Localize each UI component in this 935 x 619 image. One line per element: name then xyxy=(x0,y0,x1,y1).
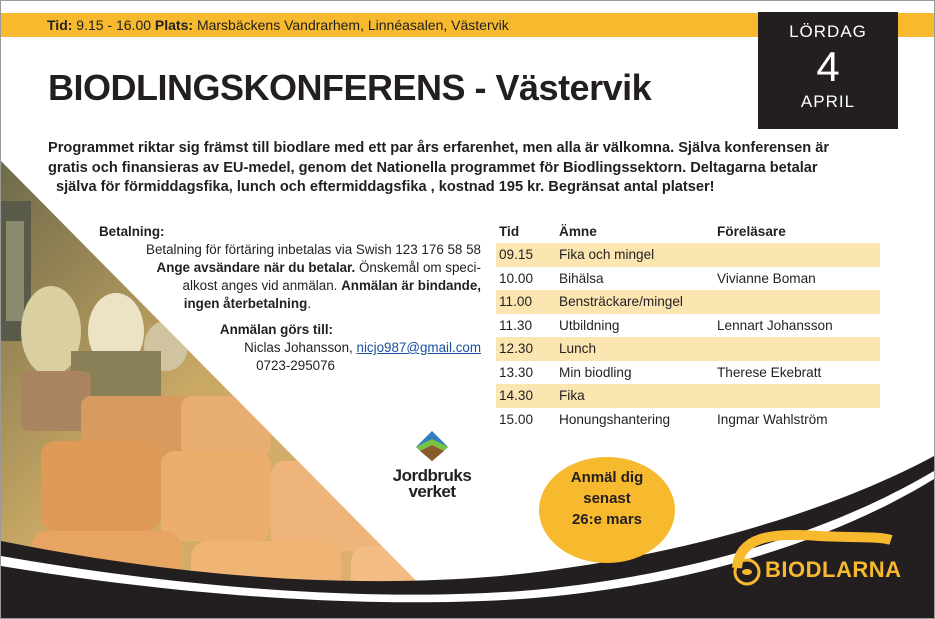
register-heading: Anmälan görs till: xyxy=(219,322,333,337)
payment-line: Betalning för förtäring inbetalas via Swish 123 176 58 58 xyxy=(146,242,481,257)
date-month: APRIL xyxy=(800,92,856,111)
place-value: Marsbäckens Vandrarhem, Linnéasalen, Västervik xyxy=(196,17,509,33)
table-cell: Fika och mingel xyxy=(556,243,714,267)
table-row xyxy=(496,290,880,314)
table-cell: 10.00 xyxy=(499,270,534,286)
contact-email-link[interactable]: nicjo987@gmail.com xyxy=(356,340,481,355)
table-row xyxy=(496,314,880,338)
schedule-header-row xyxy=(496,221,880,243)
col-header-speaker: Föreläsare xyxy=(717,224,786,239)
table-row xyxy=(496,243,880,267)
jordbruksverket-logo xyxy=(384,429,480,500)
intro-line: gratis och finansieras av EU-medel, genom det Nationella programmet för Biodlingssektorn. Deltagarna betalar xyxy=(48,159,818,176)
table-cell: Bensträckare/mingel xyxy=(556,290,714,314)
table-cell: 11.00 xyxy=(496,290,556,314)
col-header-time: Tid xyxy=(499,224,520,239)
table-cell xyxy=(714,290,880,314)
info-bar-text xyxy=(47,17,509,33)
table-cell: Min biodling xyxy=(559,364,632,380)
table-cell: 14.30 xyxy=(496,384,556,408)
payment-info xyxy=(61,223,481,375)
table-cell: 15.00 xyxy=(499,411,534,427)
date-weekday: LÖRDAG xyxy=(789,22,867,41)
table-cell: Lennart Johansson xyxy=(717,317,833,333)
payment-line: Ange avsändare när du betalar. Önskemål om speci- xyxy=(156,260,481,275)
schedule-table xyxy=(496,221,880,431)
time-value: 9.15 - 16.00 xyxy=(76,17,152,33)
payment-line: ingen återbetalning. xyxy=(183,296,311,311)
table-cell: Honungshantering xyxy=(559,411,671,427)
table-cell: Therese Ekebratt xyxy=(717,364,822,380)
table-cell: 12.30 xyxy=(496,337,556,361)
payment-heading: Betalning: xyxy=(99,224,165,239)
table-row xyxy=(496,408,880,432)
table-cell: Vivianne Boman xyxy=(717,270,816,286)
table-cell: 11.30 xyxy=(499,317,533,333)
contact-line xyxy=(61,339,481,357)
place-label: Plats: xyxy=(154,17,194,33)
table-cell xyxy=(714,243,880,267)
deadline-line: 26:e mars xyxy=(571,511,643,528)
table-cell: Ingmar Wahlström xyxy=(717,411,828,427)
date-day: 4 xyxy=(816,43,840,90)
table-cell: Fika xyxy=(556,384,714,408)
table-cell: 09.15 xyxy=(496,243,556,267)
jordbruksverket-line2: verket xyxy=(408,482,456,501)
table-row xyxy=(496,337,880,361)
deadline-line: Anmäl dig xyxy=(570,469,644,486)
contact-name: Niclas Johansson, xyxy=(244,340,357,355)
time-label: Tid: xyxy=(47,17,73,33)
table-cell: Utbildning xyxy=(559,317,620,333)
intro-paragraph xyxy=(48,139,908,198)
jordbruksverket-line1: Jordbruks xyxy=(392,466,472,485)
table-cell: Bihälsa xyxy=(559,270,604,286)
date-box xyxy=(758,12,898,129)
table-cell xyxy=(714,337,880,361)
deadline-line: senast xyxy=(583,490,631,507)
jordbruksverket-emblem-icon xyxy=(412,429,452,463)
biodlarna-logo: BIODLARNA xyxy=(765,557,902,582)
col-header-topic: Ämne xyxy=(559,224,597,239)
table-cell: 13.30 xyxy=(499,364,534,380)
table-cell xyxy=(714,384,880,408)
table-row xyxy=(496,384,880,408)
deadline-badge xyxy=(539,457,675,563)
contact-phone: 0723-295076 xyxy=(256,358,335,373)
table-cell: Lunch xyxy=(556,337,714,361)
page-title: BIODLINGSKONFERENS - Västervik xyxy=(48,67,652,108)
intro-line: själva för förmiddagsfika, lunch och eftermiddagsfika , kostnad 195 kr. Begränsat antal platser! xyxy=(56,179,715,195)
table-row xyxy=(496,361,880,385)
intro-line: Programmet riktar sig främst till biodlare med ett par års erfarenhet, men alla är välkomna. Själva konferensen är xyxy=(48,140,830,156)
payment-line: alkost anges vid anmälan. Anmälan är bindande, xyxy=(182,278,481,293)
table-row xyxy=(496,267,880,291)
